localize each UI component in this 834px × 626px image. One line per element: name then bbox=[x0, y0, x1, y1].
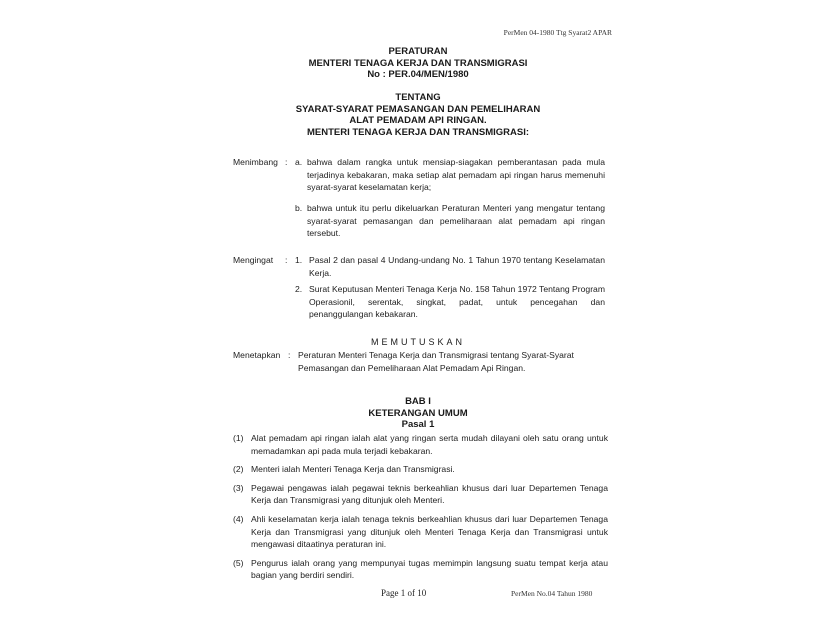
article-item-number: (2) bbox=[233, 464, 244, 475]
article-item-text: Menteri ialah Menteri Tenaga Kerja dan Transmigrasi. bbox=[251, 464, 455, 475]
tentang-line-3: ALAT PEMADAM API RINGAN. bbox=[349, 115, 487, 126]
mengingat-section bbox=[233, 254, 613, 324]
chapter-number: BAB I bbox=[405, 396, 431, 407]
article-item-number: (3) bbox=[233, 482, 244, 493]
article-item-number: (1) bbox=[233, 433, 244, 443]
mengingat-item-2 bbox=[295, 283, 605, 321]
regulation-title bbox=[233, 46, 603, 81]
item-text: Surat Keputusan Menteri Tenaga Kerja No. 158 Tahun 1972 Tentang Program Operasionil, serentak, singkat, padat, untuk pencegahan dan penanggulangan kebakaran. bbox=[309, 284, 605, 320]
item-marker: b. bbox=[295, 203, 303, 213]
chapter-title: KETERANGAN UMUM bbox=[368, 407, 468, 419]
article-item bbox=[233, 463, 608, 476]
menetapkan-colon: : bbox=[288, 350, 291, 360]
minister-heading: MENTERI TENAGA KERJA DAN TRANSMIGRASI: bbox=[306, 127, 530, 138]
article-item bbox=[233, 557, 608, 582]
article-item-text: Ahli keselamatan kerja ialah tenaga teknis berkeahlian khusus dari luar Departemen Tenaga Kerja dan Transmigrasi yang ditunjuk oleh Menteri Tenaga Kerja dan Transmigrasi untuk mengawasi ditaatinya peraturan ini. bbox=[251, 513, 608, 550]
article-item bbox=[233, 432, 608, 457]
item-marker: a. bbox=[295, 157, 303, 167]
item-text: Pasal 2 dan pasal 4 Undang-undang No. 1 Tahun 1970 tentang Keselamatan Kerja. bbox=[309, 255, 605, 278]
article-number: Pasal 1 bbox=[401, 419, 435, 430]
article-item-text: Pegawai pengawas ialah pegawai teknis berkeahlian khusus dari luar Departemen Tenaga Kerja dan Transmigrasi yang ditunjuk oleh Menteri. bbox=[251, 482, 608, 506]
menetapkan-label: Menetapkan bbox=[233, 350, 281, 360]
menetapkan-section bbox=[233, 349, 613, 379]
menimbang-label: Menimbang bbox=[233, 157, 278, 167]
mengingat-label: Mengingat bbox=[233, 255, 274, 265]
article-1-list bbox=[233, 432, 608, 588]
article-item-text: Alat pemadam api ringan ialah alat yang ringan serta mudah dilayani oleh satu orang untuk memadamkan api pada mula terjadi kebakaran. bbox=[251, 433, 608, 456]
decision-heading: MEMUTUSKAN bbox=[370, 337, 465, 347]
menetapkan-text-block bbox=[298, 349, 603, 374]
title-line-2: MENTERI TENAGA KERJA DAN TRANSMIGRASI bbox=[308, 57, 528, 69]
item-text: bahwa untuk itu perlu dikeluarkan Peraturan Menteri yang mengatur tentang syarat-syarat pemasangan dan pemeliharaan alat pemadam api ringan tersebut. bbox=[307, 203, 605, 239]
mengingat-colon: : bbox=[285, 255, 288, 265]
regulation-subject bbox=[233, 92, 603, 127]
menimbang-colon: : bbox=[285, 157, 288, 167]
article-item-text: Pengurus ialah orang yang mempunyai tugas memimpin langsung suatu tempat kerja atau bagian yang berdiri sendiri. bbox=[251, 557, 608, 581]
title-line-3: No : PER.04/MEN/1980 bbox=[367, 69, 469, 80]
mengingat-item-1 bbox=[295, 254, 605, 279]
tentang-line-2: SYARAT-SYARAT PEMASANGAN DAN PEMELIHARAN bbox=[295, 103, 541, 115]
item-marker: 2. bbox=[295, 284, 303, 294]
item-marker: 1. bbox=[295, 255, 303, 265]
article-item bbox=[233, 513, 608, 551]
tentang-line-1: TENTANG bbox=[395, 92, 441, 103]
chapter-heading bbox=[233, 396, 603, 431]
article-item-number: (4) bbox=[233, 513, 244, 524]
menimbang-item-b bbox=[295, 202, 605, 240]
item-text: bahwa dalam rangka untuk mensiap-siagakan pemberantasan pada mula terjadinya kebakaran, maka setiap alat pemadam api ringan harus memenuhi syarat-syarat keselamatan kerja; bbox=[307, 157, 605, 193]
title-line-1: PERATURAN bbox=[388, 46, 448, 57]
header-reference: PerMen 04-1980 Ttg Syarat2 APAR bbox=[503, 28, 612, 37]
article-item bbox=[233, 482, 608, 507]
article-item-number: (5) bbox=[233, 557, 244, 568]
menimbang-item-a bbox=[295, 156, 605, 194]
menetapkan-text: Peraturan Menteri Tenaga Kerja dan Transmigrasi tentang Syarat-Syarat Pemasangan dan Pemeliharaan Alat Pemadam Api Ringan. bbox=[298, 350, 574, 373]
page-number: Page 1 of 10 bbox=[381, 588, 427, 598]
menimbang-section bbox=[233, 156, 613, 246]
footer-reference: PerMen No.04 Tahun 1980 bbox=[511, 589, 593, 598]
